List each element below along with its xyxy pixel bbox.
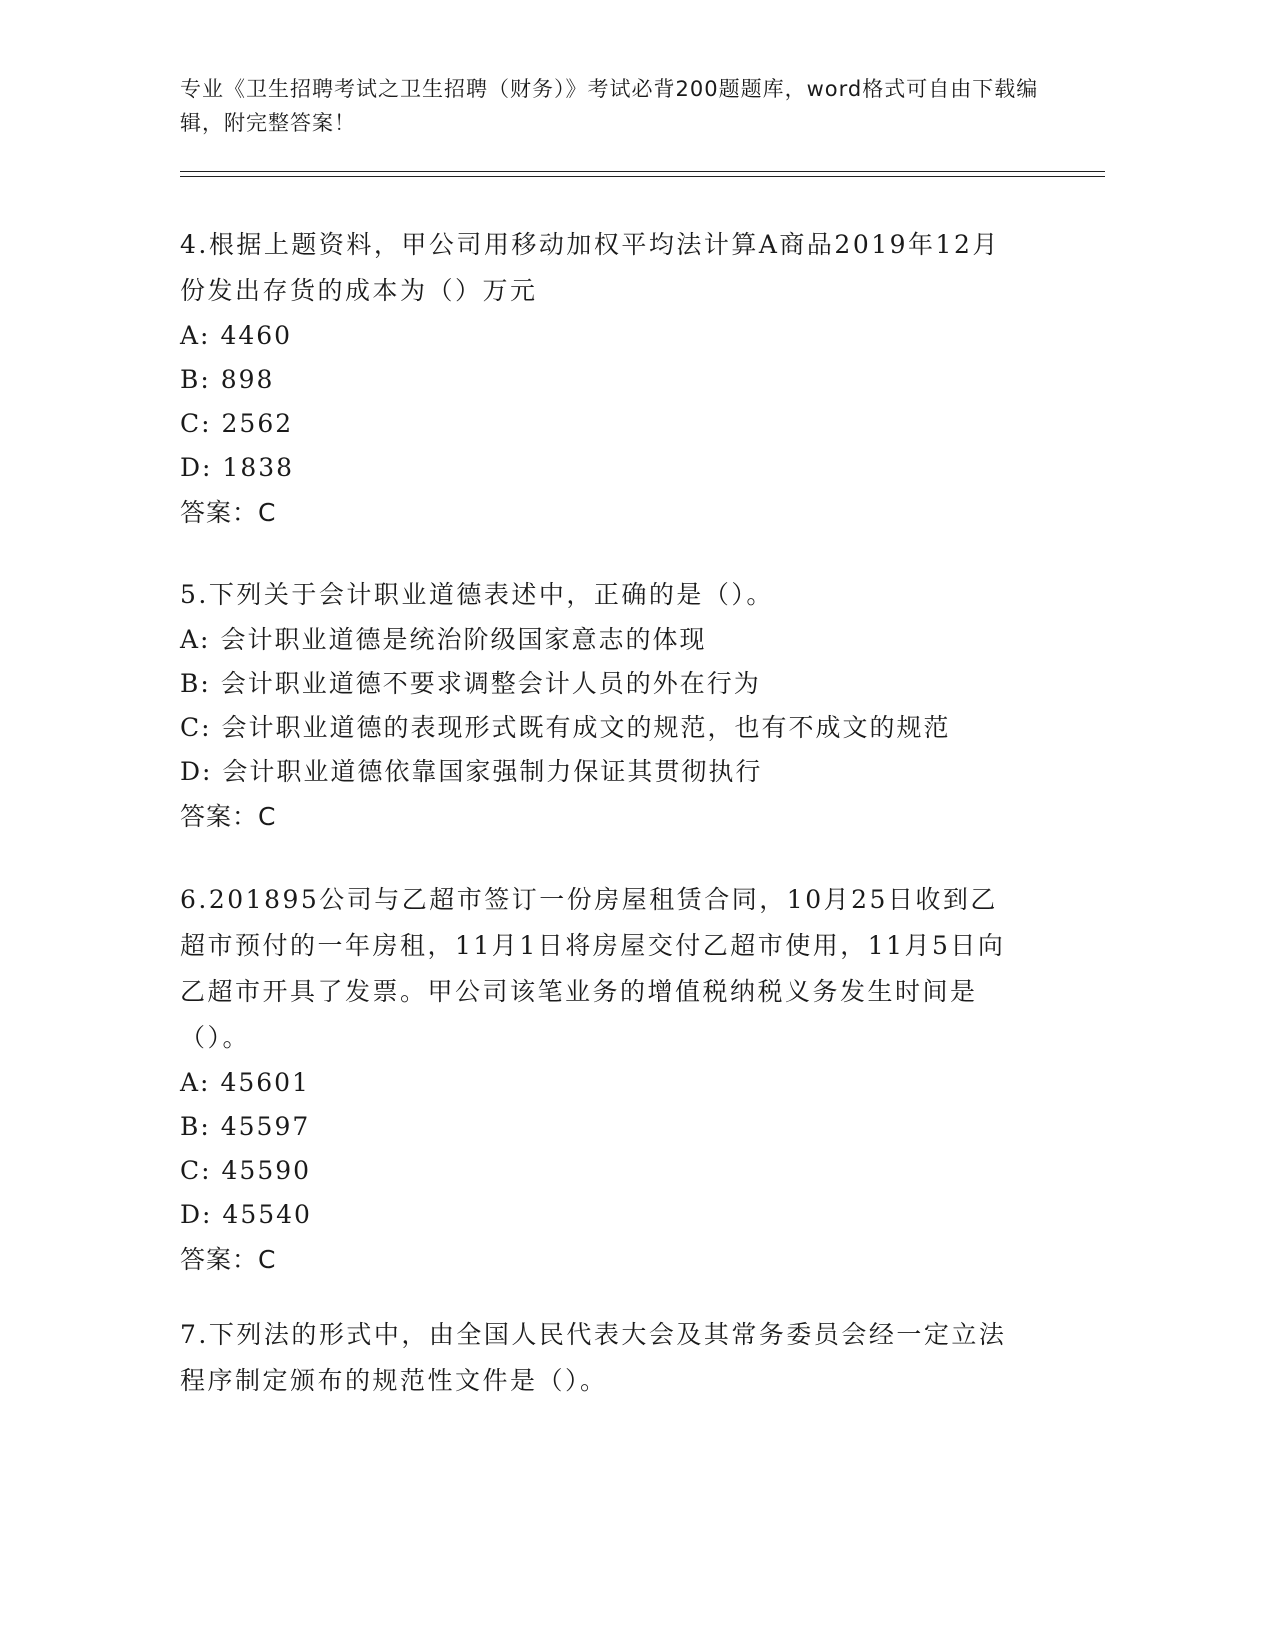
header-divider-top — [180, 171, 1105, 172]
option-text: 会计职业道德是统治阶级国家意志的体现 — [220, 625, 707, 654]
question-stem: 4.根据上题资料，甲公司用移动加权平均法计算A商品2019年12月份发出存货的成本为（）万元 — [180, 230, 1000, 305]
option-d — [180, 446, 1040, 490]
option-letter: D: — [180, 757, 213, 786]
option-letter: B: — [180, 669, 211, 698]
option-text: 45590 — [221, 1156, 312, 1185]
option-letter: B: — [180, 1112, 211, 1141]
option-d — [180, 750, 1040, 794]
option-letter: C: — [180, 409, 212, 438]
option-c — [180, 1149, 1040, 1193]
option-text: 会计职业道德不要求调整会计人员的外在行为 — [220, 669, 761, 698]
answer-label: 答案：C — [180, 498, 277, 527]
answer-label: 答案：C — [180, 1245, 277, 1274]
question-stem: 5.下列关于会计职业道德表述中，正确的是（）。 — [180, 580, 774, 609]
option-text: 1838 — [222, 453, 295, 482]
option-letter: B: — [180, 365, 211, 394]
option-text: 45597 — [220, 1112, 311, 1141]
option-text: 45601 — [220, 1068, 310, 1097]
option-b — [180, 1105, 1040, 1149]
option-b — [180, 358, 1040, 402]
option-letter: C: — [180, 713, 212, 742]
option-text: 会计职业道德依靠国家强制力保证其贯彻执行 — [222, 757, 763, 786]
option-c — [180, 706, 1040, 750]
question-7 — [180, 1312, 1040, 1404]
option-a — [180, 1061, 1040, 1105]
option-c — [180, 402, 1040, 446]
option-text: 898 — [220, 365, 275, 394]
option-letter: D: — [180, 1200, 213, 1229]
option-letter: A: — [180, 1068, 211, 1097]
option-letter: C: — [180, 1156, 212, 1185]
option-letter: A: — [180, 321, 211, 350]
option-text: 2562 — [221, 409, 294, 438]
option-b — [180, 662, 1040, 706]
option-letter: A: — [180, 625, 211, 654]
header-divider-bottom — [180, 176, 1105, 177]
document-intro: 专业《卫生招聘考试之卫生招聘（财务）》考试必背200题题库，word格式可自由下载编辑，附完整答案！ — [180, 77, 1039, 135]
question-5 — [180, 572, 1040, 840]
option-letter: D: — [180, 453, 213, 482]
question-4 — [180, 222, 1040, 536]
question-stem: 7.下列法的形式中，由全国人民代表大会及其常务委员会经一定立法程序制定颁布的规范性文件是（）。 — [180, 1320, 1007, 1395]
option-d — [180, 1193, 1040, 1237]
answer-label: 答案：C — [180, 802, 277, 831]
question-stem: 6.201895公司与乙超市签订一份房屋租赁合同，10月25日收到乙超市预付的一年房租，11月1日将房屋交付乙超市使用，11月5日向乙超市开具了发票。甲公司该笔业务的增值税纳税义务发生时间是（）。 — [180, 885, 1006, 1052]
option-text: 45540 — [222, 1200, 312, 1229]
option-text: 4460 — [220, 321, 293, 350]
option-text: 会计职业道德的表现形式既有成文的规范，也有不成文的规范 — [221, 713, 951, 742]
option-a — [180, 618, 1040, 662]
option-a — [180, 314, 1040, 358]
question-6 — [180, 877, 1040, 1283]
